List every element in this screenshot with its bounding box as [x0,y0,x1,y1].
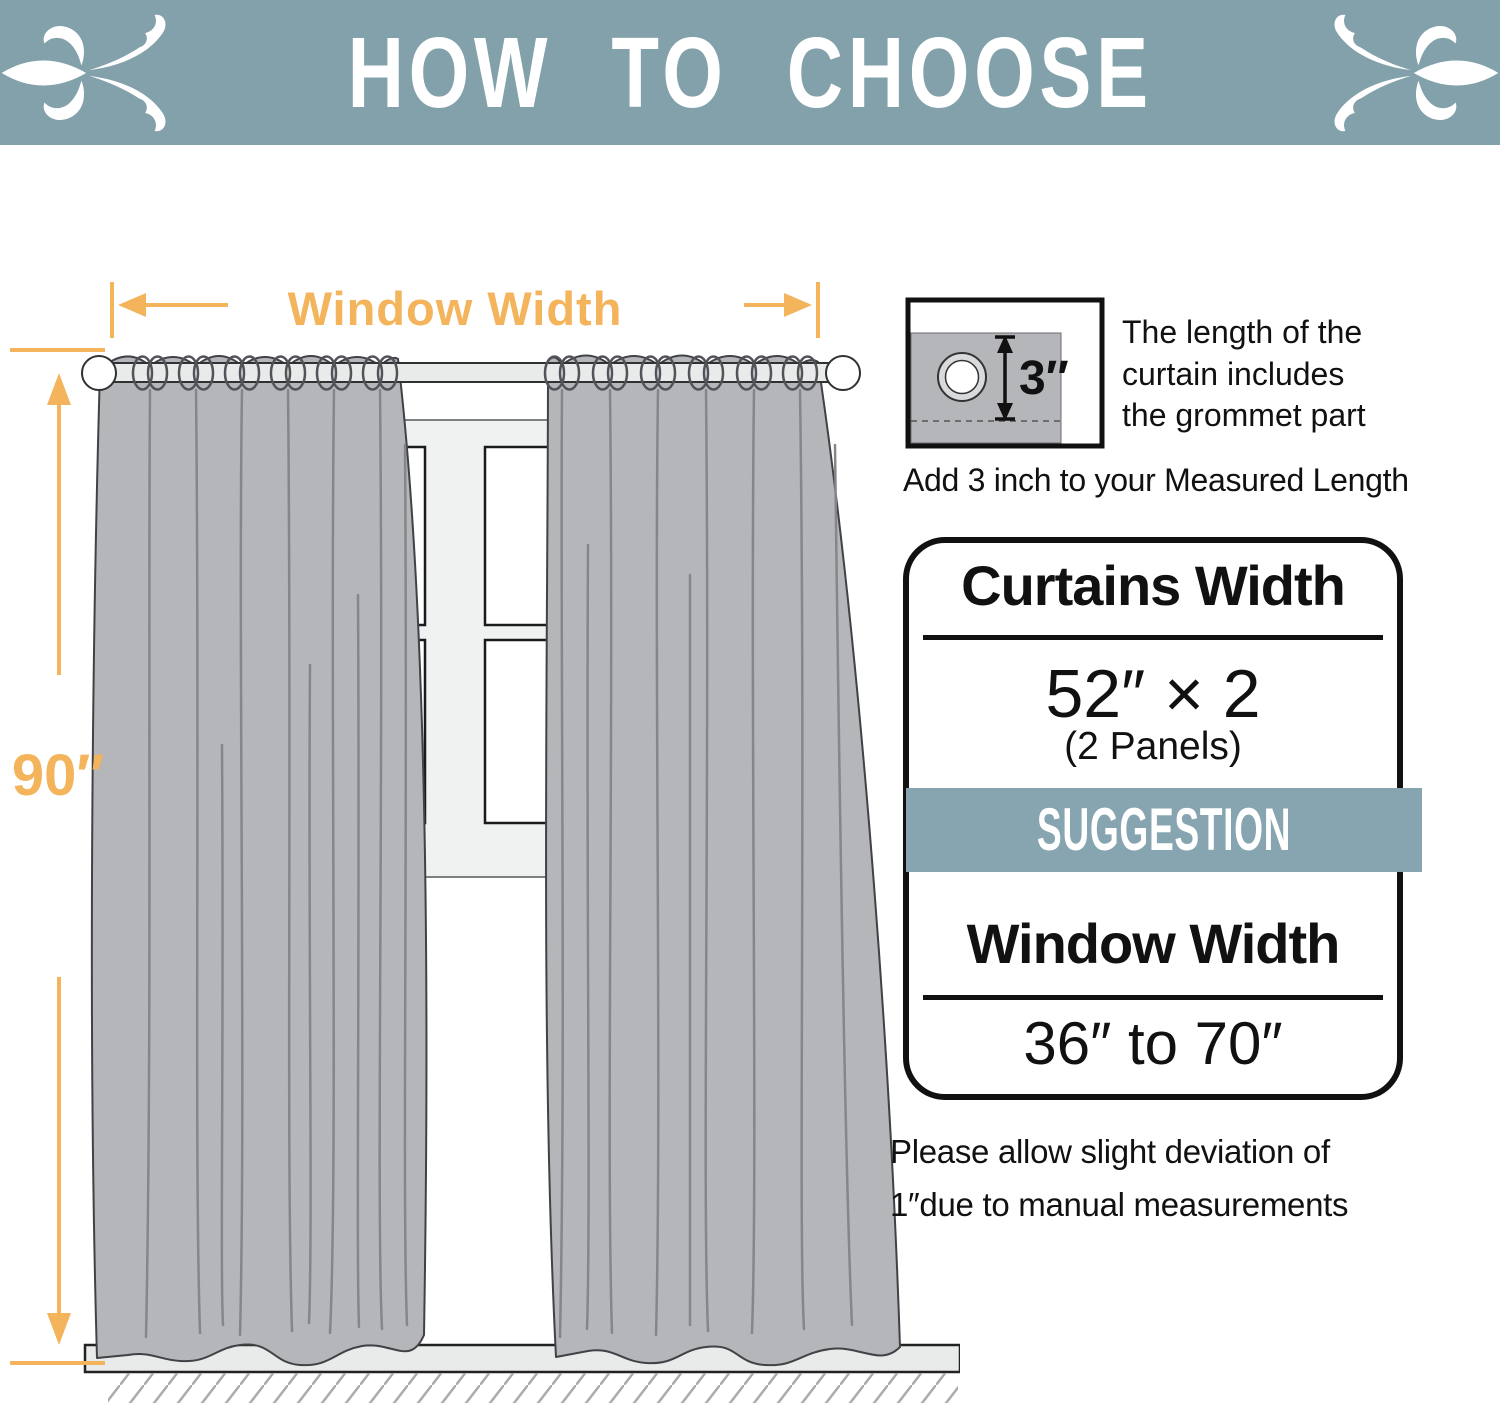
curtains-width-panels: (2 Panels) [1064,725,1242,768]
header-banner [0,0,1500,145]
grommet-detail-diagram [905,297,1105,449]
deviation-note-line2: 1″due to manual measurements [890,1185,1349,1223]
deviation-note-line1: Please allow slight deviation of [890,1133,1330,1170]
curtain-length-measure [10,350,105,1363]
rod-finial-right [826,356,860,390]
window-width-value: 36″ to 70″ [1023,1010,1283,1077]
curtains-width-value: 52″ × 2 [1045,656,1261,732]
curtains-width-heading: Curtains Width [961,554,1345,617]
divider [923,995,1383,1000]
window-width-label: Window Width [287,282,623,335]
window-width-heading: Window Width [966,912,1340,975]
suggestion-band-label: SUGGESTION [1036,796,1292,863]
fleur-de-lis-left-icon [0,10,186,136]
grommet-height-label: 3″ [1019,352,1069,405]
grommet-icon [938,353,986,401]
divider [923,635,1383,640]
curtain-length-label: 90″ [11,743,105,808]
curtain-panel-right [546,356,900,1366]
curtain-panel-left [92,356,427,1365]
floor-hatching [108,1373,958,1403]
fleur-de-lis-right-icon [1314,10,1500,136]
grommet-description: The length of the curtain includes the grommet part [1122,314,1366,434]
size-suggestion-box [903,537,1403,1100]
rod-finial-left [82,356,116,390]
suggestion-band [906,788,1422,872]
add-length-note: Add 3 inch to your Measured Length [903,462,1409,498]
deviation-note [890,1126,1430,1232]
page-title: HOW TO CHOOSE [347,16,1153,129]
window-width-measure [112,282,818,338]
window-curtain-diagram [0,145,960,1404]
